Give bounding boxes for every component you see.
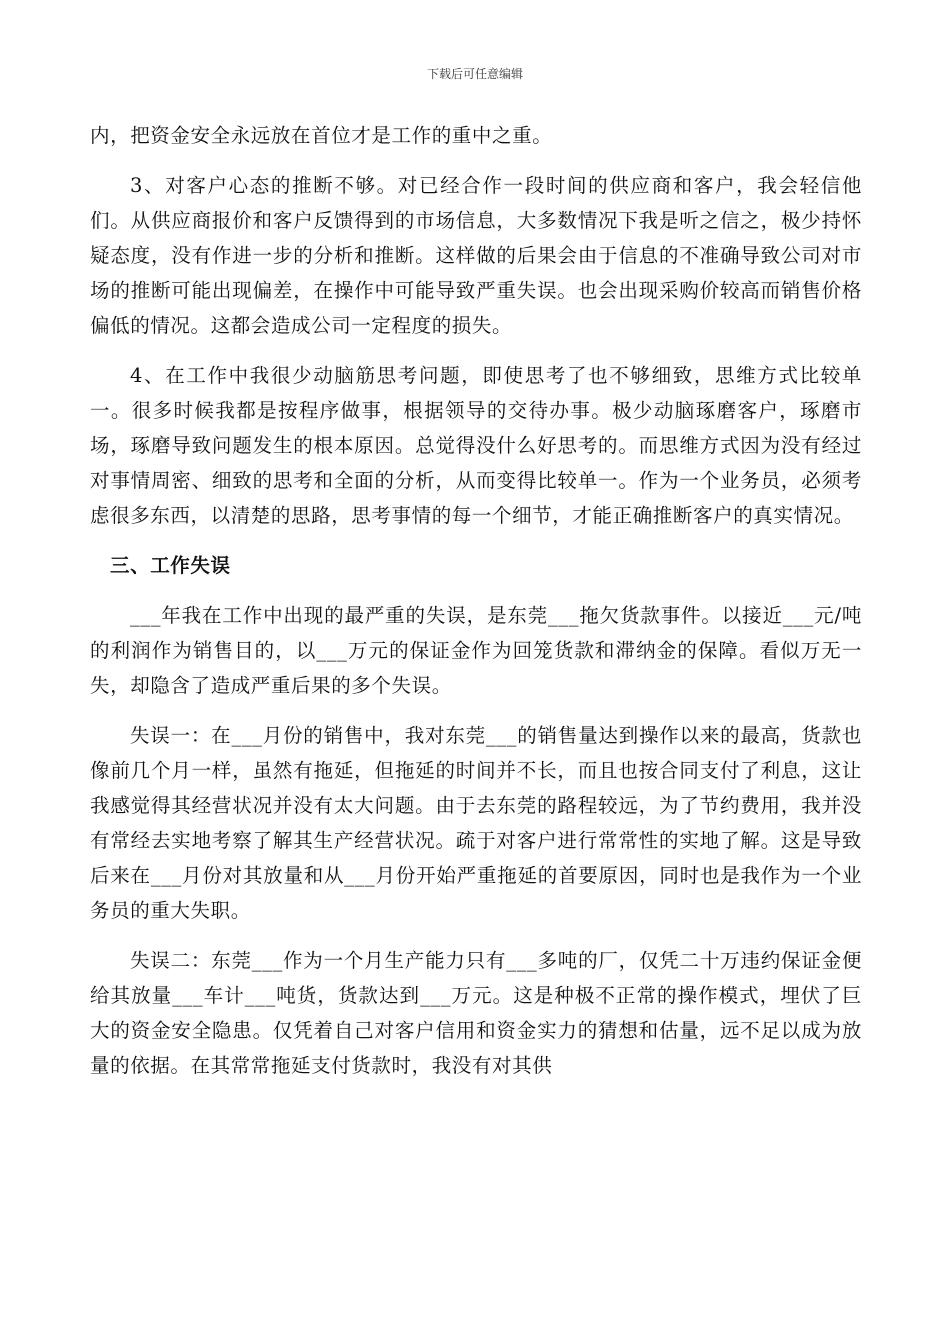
paragraph-mistake-one: 失误一：在___月份的销售中，我对东莞___的销售量达到操作以来的最高，货款也像前几个月一样，虽然有拖延，但拖延的时间并不长，而且也按合同支付了利息，这让我感觉得其经营状况并没有太大问题。由于去东莞的路程较远，为了节约费用，我并没有常经去实地考察了解其生产经营状况。疏于对客户进行常常性的实地了解。这是导致后来在___月份对其放量和从___月份开始严重拖延的首要原因，同时也是我作为一个业务员的重大失职。 bbox=[90, 724, 862, 922]
paragraph-continuation: 内，把资金安全永远放在首位才是工作的重中之重。 bbox=[90, 124, 553, 147]
document-body bbox=[90, 118, 862, 1083]
paragraph-mistake-two: 失误二：东莞___作为一个月生产能力只有___多吨的厂，仅凭二十万违约保证金便给其放量___车计___吨货，货款达到___万元。这是种极不正常的操作模式，埋伏了巨大的资金安全隐患。仅凭着自己对客户信用和资金实力的猜想和估量，远不足以成为放量的依据。在其常常拖延支付货款时，我没有对其供 bbox=[90, 949, 862, 1077]
paragraph-point-3: 3、对客户心态的推断不够。对已经合作一段时间的供应商和客户，我会轻信他们。从供应商报价和客户反馈得到的市场信息，大多数情况下我是听之信之，极少持怀疑态度，没有作进一步的分析和推断。这样做的后果会由于信息的不准确导致公司对市场的推断可能出现偏差，在操作中可能导致严重失误。也会出现采购价较高而销售价格偏低的情况。这都会造成公司一定程度的损失。 bbox=[90, 174, 862, 337]
paragraph-mistake-intro: ___年我在工作中出现的最严重的失误，是东莞___拖欠货款事件。以接近___元/吨的利润作为销售目的，以___万元的保证金作为回笼货款和滞纳金的保障。看似万无一失，却隐含了造成严重后果的多个失误。 bbox=[90, 604, 862, 697]
page-header: 下载后可任意编辑 bbox=[426, 67, 523, 81]
paragraph-point-4: 4、在工作中我很少动脑筋思考问题，即使思考了也不够细致，思维方式比较单一。很多时候我都是按程序做事，根据领导的交待办事。极少动脑琢磨客户，琢磨市场，琢磨导致问题发生的根本原因。总觉得没什么好思考的。而思维方式因为没有经过对事情周密、细致的思考和全面的分析，从而变得比较单一。作为一个业务员，必须考虑很多东西，以清楚的思路，思考事情的每一个细节，才能正确推断客户的真实情况。 bbox=[90, 364, 862, 527]
section-heading: 三、工作失误 bbox=[110, 554, 231, 577]
